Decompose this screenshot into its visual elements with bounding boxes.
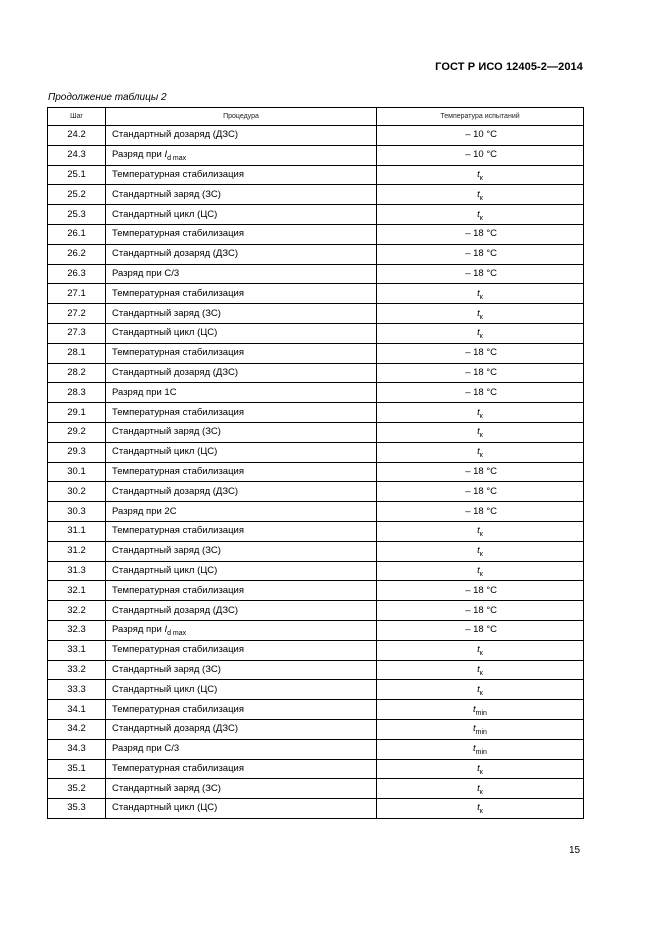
table-row xyxy=(48,700,584,720)
procedure-text: Стандартный заряд (ЗС) xyxy=(112,188,221,200)
temperature-subscript: к xyxy=(479,768,483,776)
table-row xyxy=(48,244,584,264)
temperature-symbol: t xyxy=(477,525,480,537)
procedure-cell xyxy=(106,442,377,462)
procedure-text: Температурная стабилизация xyxy=(112,762,244,774)
procedure-cell xyxy=(106,284,377,304)
procedure-text: Разряд при xyxy=(112,624,165,636)
step-cell: 31.2 xyxy=(48,541,106,561)
procedure-cell xyxy=(106,660,377,680)
column-header-temperature: Температура испытаний xyxy=(377,108,584,126)
temperature-subscript: к xyxy=(479,293,483,301)
step-cell: 33.2 xyxy=(48,660,106,680)
step-cell: 28.2 xyxy=(48,363,106,383)
procedure-text: Стандартный дозаряд (ДЗС) xyxy=(112,604,239,616)
procedure-text: Стандартный заряд (ЗС) xyxy=(112,426,221,438)
temperature-subscript: к xyxy=(479,412,483,420)
procedure-text: Стандартный дозаряд (ДЗС) xyxy=(112,248,239,260)
procedure-cell xyxy=(106,541,377,561)
temperature-subscript: к xyxy=(479,432,483,440)
procedure-cell xyxy=(106,482,377,502)
temperature-subscript: к xyxy=(479,313,483,321)
table-row xyxy=(48,422,584,442)
temperature-symbol: t xyxy=(473,723,476,735)
temperature-symbol: t xyxy=(477,782,480,794)
current-symbol: I xyxy=(164,149,168,161)
procedure-cell xyxy=(106,323,377,343)
temperature-symbol: t xyxy=(477,683,480,695)
procedure-cell xyxy=(106,224,377,244)
procedure-text: Температурная стабилизация xyxy=(112,465,244,477)
temperature-cell xyxy=(377,561,584,581)
procedure-text: Стандартный цикл (ЦС) xyxy=(112,327,218,339)
procedure-cell xyxy=(106,759,377,779)
table-row xyxy=(48,403,584,423)
table-row xyxy=(48,442,584,462)
temperature-cell: – 10 °С xyxy=(377,126,584,146)
procedure-cell xyxy=(106,601,377,621)
procedure-text: Температурная стабилизация xyxy=(112,406,244,418)
table-row xyxy=(48,601,584,621)
temperature-cell: – 18 °С xyxy=(377,224,584,244)
procedure-text: Стандартный цикл (ЦС) xyxy=(112,564,218,576)
temperature-cell xyxy=(377,541,584,561)
temperature-cell: – 18 °С xyxy=(377,383,584,403)
step-cell: 25.1 xyxy=(48,165,106,185)
step-cell: 25.2 xyxy=(48,185,106,205)
procedure-cell xyxy=(106,363,377,383)
table-row xyxy=(48,561,584,581)
step-cell: 30.1 xyxy=(48,462,106,482)
temperature-symbol: t xyxy=(477,208,480,220)
procedure-cell xyxy=(106,304,377,324)
procedure-cell xyxy=(106,719,377,739)
table-row xyxy=(48,620,584,640)
step-cell: 29.1 xyxy=(48,403,106,423)
step-cell: 28.1 xyxy=(48,343,106,363)
procedure-cell xyxy=(106,581,377,601)
procedure-text: Температурная стабилизация xyxy=(112,287,244,299)
table-row xyxy=(48,323,584,343)
table-row xyxy=(48,145,584,165)
table-row xyxy=(48,680,584,700)
temperature-symbol: t xyxy=(477,545,480,557)
table-row xyxy=(48,482,584,502)
table-row xyxy=(48,779,584,799)
column-header-procedure: Процедура xyxy=(106,108,377,126)
step-cell: 31.1 xyxy=(48,521,106,541)
temperature-subscript: к xyxy=(479,333,483,341)
step-cell: 34.3 xyxy=(48,739,106,759)
procedure-cell xyxy=(106,383,377,403)
step-cell: 28.3 xyxy=(48,383,106,403)
step-cell: 35.2 xyxy=(48,779,106,799)
procedure-text: Разряд при xyxy=(112,149,165,161)
table-row xyxy=(48,224,584,244)
procedure-text: Стандартный цикл (ЦС) xyxy=(112,446,218,458)
procedure-text: Стандартный цикл (ЦС) xyxy=(112,208,218,220)
table-row xyxy=(48,343,584,363)
procedure-text: Стандартный цикл (ЦС) xyxy=(112,683,218,695)
procedure-text: Стандартный цикл (ЦС) xyxy=(112,802,218,814)
step-cell: 30.3 xyxy=(48,502,106,522)
procedure-cell xyxy=(106,521,377,541)
temperature-subscript: min xyxy=(475,709,487,717)
temperature-cell: – 10 °С xyxy=(377,145,584,165)
temperature-cell: – 18 °С xyxy=(377,363,584,383)
procedure-text: Температурная стабилизация xyxy=(112,228,244,240)
table-row xyxy=(48,660,584,680)
table-row xyxy=(48,759,584,779)
table-body xyxy=(48,126,584,819)
temperature-symbol: t xyxy=(477,762,480,774)
step-cell: 24.2 xyxy=(48,126,106,146)
procedure-text: Разряд при 2С xyxy=(112,505,177,517)
temperature-subscript: к xyxy=(479,669,483,677)
temperature-symbol: t xyxy=(473,703,476,715)
temperature-cell xyxy=(377,422,584,442)
temperature-subscript: к xyxy=(479,650,483,658)
procedure-cell xyxy=(106,145,377,165)
temperature-symbol: t xyxy=(477,802,480,814)
procedure-cell xyxy=(106,620,377,640)
step-cell: 27.1 xyxy=(48,284,106,304)
temperature-subscript: к xyxy=(479,214,483,222)
step-cell: 34.1 xyxy=(48,700,106,720)
temperature-cell: – 18 °С xyxy=(377,620,584,640)
procedure-text: Разряд при С/3 xyxy=(112,743,180,755)
procedure-text: Стандартный заряд (ЗС) xyxy=(112,307,221,319)
procedure-cell xyxy=(106,205,377,225)
temperature-symbol: t xyxy=(477,287,480,299)
step-cell: 26.2 xyxy=(48,244,106,264)
current-subscript: d max xyxy=(167,630,187,638)
temperature-symbol: t xyxy=(477,426,480,438)
table-row xyxy=(48,719,584,739)
temperature-cell: – 18 °С xyxy=(377,601,584,621)
table-row xyxy=(48,502,584,522)
temperature-cell xyxy=(377,205,584,225)
procedure-text: Температурная стабилизация xyxy=(112,584,244,596)
temperature-cell: – 18 °С xyxy=(377,462,584,482)
step-cell: 35.1 xyxy=(48,759,106,779)
table-row xyxy=(48,581,584,601)
step-cell: 29.2 xyxy=(48,422,106,442)
temperature-symbol: t xyxy=(477,406,480,418)
procedure-cell xyxy=(106,403,377,423)
current-symbol: I xyxy=(164,624,168,636)
procedure-table xyxy=(47,107,584,819)
procedure-text: Температурная стабилизация xyxy=(112,168,244,180)
procedure-cell xyxy=(106,462,377,482)
temperature-subscript: к xyxy=(479,551,483,559)
temperature-cell xyxy=(377,403,584,423)
table-row xyxy=(48,205,584,225)
table-row xyxy=(48,799,584,819)
step-cell: 33.1 xyxy=(48,640,106,660)
procedure-text: Стандартный дозаряд (ДЗС) xyxy=(112,366,239,378)
temperature-symbol: t xyxy=(477,644,480,656)
procedure-cell xyxy=(106,640,377,660)
step-cell: 25.3 xyxy=(48,205,106,225)
step-cell: 31.3 xyxy=(48,561,106,581)
temperature-cell xyxy=(377,442,584,462)
temperature-symbol: t xyxy=(473,743,476,755)
procedure-cell xyxy=(106,126,377,146)
temperature-cell xyxy=(377,700,584,720)
temperature-cell xyxy=(377,640,584,660)
procedure-text: Разряд при 1С xyxy=(112,386,177,398)
temperature-subscript: min xyxy=(475,729,487,737)
temperature-cell: – 18 °С xyxy=(377,502,584,522)
procedure-cell xyxy=(106,799,377,819)
procedure-cell xyxy=(106,739,377,759)
temperature-symbol: t xyxy=(477,307,480,319)
step-cell: 27.3 xyxy=(48,323,106,343)
procedure-cell xyxy=(106,185,377,205)
table-row xyxy=(48,640,584,660)
procedure-text: Температурная стабилизация xyxy=(112,347,244,359)
temperature-cell xyxy=(377,284,584,304)
step-cell: 26.3 xyxy=(48,264,106,284)
table-row xyxy=(48,185,584,205)
procedure-cell xyxy=(106,264,377,284)
temperature-subscript: к xyxy=(479,531,483,539)
temperature-cell xyxy=(377,185,584,205)
procedure-cell xyxy=(106,165,377,185)
procedure-text: Температурная стабилизация xyxy=(112,525,244,537)
temperature-subscript: к xyxy=(479,808,483,816)
temperature-cell xyxy=(377,165,584,185)
table-row xyxy=(48,165,584,185)
temperature-cell: – 18 °С xyxy=(377,264,584,284)
procedure-text: Стандартный заряд (ЗС) xyxy=(112,545,221,557)
temperature-cell: – 18 °С xyxy=(377,581,584,601)
table-row xyxy=(48,126,584,146)
procedure-cell xyxy=(106,422,377,442)
step-cell: 27.2 xyxy=(48,304,106,324)
temperature-cell xyxy=(377,521,584,541)
table-row xyxy=(48,383,584,403)
temperature-subscript: к xyxy=(479,689,483,697)
procedure-cell xyxy=(106,779,377,799)
procedure-cell xyxy=(106,502,377,522)
temperature-cell xyxy=(377,779,584,799)
procedure-text: Стандартный заряд (ЗС) xyxy=(112,663,221,675)
procedure-text: Стандартный дозаряд (ДЗС) xyxy=(112,485,239,497)
temperature-cell xyxy=(377,719,584,739)
step-cell: 35.3 xyxy=(48,799,106,819)
temperature-symbol: t xyxy=(477,564,480,576)
temperature-cell xyxy=(377,680,584,700)
temperature-subscript: к xyxy=(479,452,483,460)
temperature-cell xyxy=(377,304,584,324)
step-cell: 32.2 xyxy=(48,601,106,621)
table-caption: Продолжение таблицы 2 xyxy=(48,92,167,103)
temperature-subscript: min xyxy=(475,749,487,757)
temperature-subscript: к xyxy=(479,174,483,182)
temperature-cell xyxy=(377,799,584,819)
step-cell: 32.3 xyxy=(48,620,106,640)
procedure-text: Стандартный дозаряд (ДЗС) xyxy=(112,723,239,735)
temperature-cell xyxy=(377,739,584,759)
step-cell: 26.1 xyxy=(48,224,106,244)
procedure-text: Стандартный заряд (ЗС) xyxy=(112,782,221,794)
temperature-subscript: к xyxy=(479,788,483,796)
document-header: ГОСТ Р ИСО 12405-2—2014 xyxy=(435,61,583,73)
temperature-symbol: t xyxy=(477,168,480,180)
step-cell: 34.2 xyxy=(48,719,106,739)
procedure-cell xyxy=(106,244,377,264)
table-row xyxy=(48,284,584,304)
step-cell: 29.3 xyxy=(48,442,106,462)
table-row xyxy=(48,521,584,541)
table-row xyxy=(48,264,584,284)
table-row xyxy=(48,304,584,324)
temperature-symbol: t xyxy=(477,327,480,339)
step-cell: 30.2 xyxy=(48,482,106,502)
temperature-cell: – 18 °С xyxy=(377,482,584,502)
column-header-step: Шаг xyxy=(48,108,106,126)
procedure-text: Температурная стабилизация xyxy=(112,703,244,715)
temperature-cell xyxy=(377,759,584,779)
step-cell: 32.1 xyxy=(48,581,106,601)
temperature-cell xyxy=(377,323,584,343)
procedure-cell xyxy=(106,343,377,363)
step-cell: 24.3 xyxy=(48,145,106,165)
temperature-symbol: t xyxy=(477,188,480,200)
table-row xyxy=(48,541,584,561)
procedure-cell xyxy=(106,680,377,700)
procedure-text: Температурная стабилизация xyxy=(112,644,244,656)
table-row xyxy=(48,462,584,482)
temperature-subscript: к xyxy=(479,570,483,578)
procedure-text: Стандартный дозаряд (ДЗС) xyxy=(112,129,239,141)
step-cell: 33.3 xyxy=(48,680,106,700)
procedure-text: Разряд при С/3 xyxy=(112,267,180,279)
temperature-cell: – 18 °С xyxy=(377,343,584,363)
current-subscript: d max xyxy=(167,155,187,163)
temperature-symbol: t xyxy=(477,663,480,675)
procedure-cell xyxy=(106,561,377,581)
temperature-cell: – 18 °С xyxy=(377,244,584,264)
temperature-symbol: t xyxy=(477,446,480,458)
table-row xyxy=(48,363,584,383)
page-number: 15 xyxy=(569,845,581,856)
table-row xyxy=(48,739,584,759)
table-header-row xyxy=(48,108,584,126)
temperature-subscript: к xyxy=(479,194,483,202)
procedure-cell xyxy=(106,700,377,720)
temperature-cell xyxy=(377,660,584,680)
